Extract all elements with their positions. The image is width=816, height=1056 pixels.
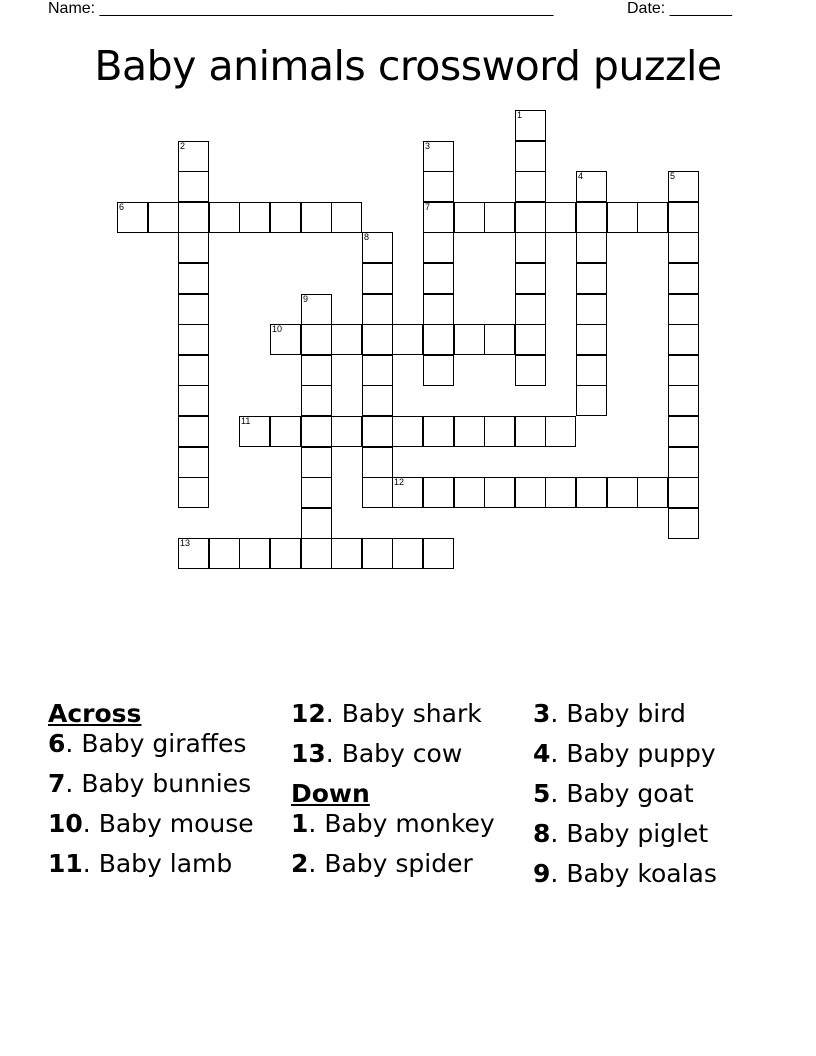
grid-cell[interactable] xyxy=(301,202,332,233)
grid-cell[interactable] xyxy=(515,110,546,141)
grid-cell[interactable] xyxy=(423,324,454,355)
grid-cell[interactable] xyxy=(270,538,301,569)
clue-text: Baby shark xyxy=(341,699,482,728)
clue-number: 13 xyxy=(291,739,326,768)
grid-cell[interactable] xyxy=(484,477,515,508)
clue-text: Baby spider xyxy=(324,849,473,878)
grid-cell[interactable] xyxy=(301,477,332,508)
clue-across-7: 7. Baby bunnies xyxy=(48,769,252,798)
grid-cell[interactable] xyxy=(148,202,179,233)
grid-cell[interactable] xyxy=(178,294,209,325)
cell-number: 12 xyxy=(394,477,405,487)
grid-cell[interactable] xyxy=(301,385,332,416)
grid-cell[interactable] xyxy=(270,416,301,447)
grid-cell[interactable] xyxy=(362,324,393,355)
grid-cell[interactable] xyxy=(637,202,668,233)
grid-cell[interactable] xyxy=(668,263,699,294)
cell-number: 10 xyxy=(272,324,283,334)
grid-cell[interactable] xyxy=(331,324,362,355)
grid-cell[interactable] xyxy=(178,171,209,202)
grid-cell[interactable] xyxy=(178,263,209,294)
grid-cell[interactable] xyxy=(545,477,576,508)
grid-cell[interactable] xyxy=(454,324,485,355)
cell-number: 8 xyxy=(364,232,370,242)
clue-down-1: 1. Baby monkey xyxy=(291,809,495,838)
grid-cell[interactable] xyxy=(637,477,668,508)
grid-cell[interactable] xyxy=(423,171,454,202)
grid-cell[interactable] xyxy=(454,416,485,447)
grid-cell[interactable] xyxy=(301,324,332,355)
grid-cell[interactable] xyxy=(515,202,546,233)
clue-text: Baby bird xyxy=(566,699,686,728)
clue-text: Baby monkey xyxy=(324,809,495,838)
grid-cell[interactable] xyxy=(270,324,301,355)
grid-cell[interactable] xyxy=(576,324,607,355)
clue-text: Baby lamb xyxy=(98,849,233,878)
grid-cell[interactable] xyxy=(178,141,209,172)
grid-cell[interactable] xyxy=(331,202,362,233)
grid-cell[interactable] xyxy=(178,232,209,263)
grid-cell[interactable] xyxy=(301,355,332,386)
grid-cell[interactable] xyxy=(607,477,638,508)
grid-cell[interactable] xyxy=(484,202,515,233)
grid-cell[interactable] xyxy=(331,538,362,569)
grid-cell[interactable] xyxy=(362,355,393,386)
grid-cell[interactable] xyxy=(423,477,454,508)
grid-cell[interactable] xyxy=(576,171,607,202)
cell-number: 11 xyxy=(241,416,251,426)
clue-text: Baby cow xyxy=(341,739,463,768)
clue-across-11: 11. Baby lamb xyxy=(48,849,233,878)
grid-cell[interactable] xyxy=(668,508,699,539)
grid-cell[interactable] xyxy=(209,538,240,569)
cell-number: 1 xyxy=(517,110,523,120)
grid-cell[interactable] xyxy=(392,416,423,447)
grid-cell[interactable] xyxy=(301,447,332,478)
clue-number: 9 xyxy=(533,859,551,888)
grid-cell[interactable] xyxy=(423,202,454,233)
grid-cell[interactable] xyxy=(454,477,485,508)
clue-number: 2 xyxy=(291,849,309,878)
clue-across-6: 6. Baby giraffes xyxy=(48,729,247,758)
grid-cell[interactable] xyxy=(178,416,209,447)
grid-cell[interactable] xyxy=(545,416,576,447)
grid-cell[interactable] xyxy=(515,263,546,294)
cell-number: 6 xyxy=(119,202,125,212)
grid-cell[interactable] xyxy=(454,202,485,233)
clue-column-3 xyxy=(533,700,773,900)
grid-cell[interactable] xyxy=(423,416,454,447)
grid-cell[interactable] xyxy=(239,416,270,447)
grid-cell[interactable] xyxy=(668,232,699,263)
grid-cell[interactable] xyxy=(668,477,699,508)
grid-cell[interactable] xyxy=(515,324,546,355)
clue-text: Baby mouse xyxy=(98,809,254,838)
clue-number: 11 xyxy=(48,849,83,878)
grid-cell[interactable] xyxy=(362,263,393,294)
down-heading: Down xyxy=(291,779,370,808)
cell-number: 9 xyxy=(303,294,309,304)
grid-cell[interactable] xyxy=(576,477,607,508)
grid-cell[interactable] xyxy=(178,324,209,355)
clue-number: 7 xyxy=(48,769,66,798)
grid-cell[interactable] xyxy=(362,477,393,508)
clue-text: Baby piglet xyxy=(566,819,709,848)
clue-column-1 xyxy=(48,700,273,890)
clue-number: 4 xyxy=(533,739,551,768)
clue-number: 1 xyxy=(291,809,309,838)
clue-text: Baby koalas xyxy=(566,859,717,888)
grid-cell[interactable] xyxy=(576,232,607,263)
clue-column-2 xyxy=(291,700,521,890)
grid-cell[interactable] xyxy=(239,538,270,569)
grid-cell[interactable] xyxy=(545,202,576,233)
name-field-label: Name: ___________________________________________________ xyxy=(48,0,554,17)
cell-number: 4 xyxy=(578,171,584,181)
grid-cell[interactable] xyxy=(484,324,515,355)
grid-cell[interactable] xyxy=(607,202,638,233)
clue-down-8: 8. Baby piglet xyxy=(533,819,709,848)
grid-cell[interactable] xyxy=(423,355,454,386)
grid-cell[interactable] xyxy=(178,447,209,478)
page-title: Baby animals crossword puzzle xyxy=(94,42,722,90)
grid-cell[interactable] xyxy=(392,324,423,355)
grid-cell[interactable] xyxy=(668,171,699,202)
clue-down-4: 4. Baby puppy xyxy=(533,739,716,768)
grid-cell[interactable] xyxy=(668,202,699,233)
grid-cell[interactable] xyxy=(668,355,699,386)
grid-cell[interactable] xyxy=(301,416,332,447)
clue-number: 6 xyxy=(48,729,66,758)
grid-cell[interactable] xyxy=(668,447,699,478)
grid-cell[interactable] xyxy=(576,355,607,386)
grid-cell[interactable] xyxy=(423,141,454,172)
clue-text: Baby puppy xyxy=(566,739,716,768)
clue-number: 3 xyxy=(533,699,551,728)
grid-cell[interactable] xyxy=(178,477,209,508)
grid-cell[interactable] xyxy=(423,232,454,263)
grid-cell[interactable] xyxy=(423,263,454,294)
grid-cell[interactable] xyxy=(515,294,546,325)
grid-cell[interactable] xyxy=(576,263,607,294)
grid-cell[interactable] xyxy=(576,294,607,325)
grid-cell[interactable] xyxy=(576,385,607,416)
cell-number: 3 xyxy=(425,141,431,151)
grid-cell[interactable] xyxy=(301,538,332,569)
grid-cell[interactable] xyxy=(362,294,393,325)
grid-cell[interactable] xyxy=(178,385,209,416)
grid-cell[interactable] xyxy=(515,416,546,447)
grid-cell[interactable] xyxy=(301,508,332,539)
grid-cell[interactable] xyxy=(362,447,393,478)
grid-cell[interactable] xyxy=(484,416,515,447)
cell-number: 13 xyxy=(180,538,191,548)
grid-cell[interactable] xyxy=(331,416,362,447)
clue-text: Baby goat xyxy=(566,779,694,808)
clue-down-5: 5. Baby goat xyxy=(533,779,694,808)
clue-text: Baby bunnies xyxy=(81,769,252,798)
grid-cell[interactable] xyxy=(362,232,393,263)
clue-number: 8 xyxy=(533,819,551,848)
clue-number: 12 xyxy=(291,699,326,728)
cell-number: 2 xyxy=(180,141,186,151)
grid-cell[interactable] xyxy=(515,477,546,508)
clue-across-13: 13. Baby cow xyxy=(291,739,463,768)
clue-across-10: 10. Baby mouse xyxy=(48,809,254,838)
clue-down-9: 9. Baby koalas xyxy=(533,859,717,888)
grid-cell[interactable] xyxy=(362,385,393,416)
clue-down-2: 2. Baby spider xyxy=(291,849,473,878)
clue-text: Baby giraffes xyxy=(81,729,247,758)
grid-cell[interactable] xyxy=(576,202,607,233)
grid-cell[interactable] xyxy=(515,355,546,386)
cell-number: 7 xyxy=(425,202,431,212)
grid-cell[interactable] xyxy=(392,477,423,508)
grid-cell[interactable] xyxy=(515,141,546,172)
grid-cell[interactable] xyxy=(423,538,454,569)
grid-cell[interactable] xyxy=(668,294,699,325)
grid-cell[interactable] xyxy=(239,202,270,233)
clue-number: 5 xyxy=(533,779,551,808)
grid-cell[interactable] xyxy=(668,385,699,416)
date-field-label: Date: _______ xyxy=(627,0,732,17)
clue-number: 10 xyxy=(48,809,83,838)
grid-cell[interactable] xyxy=(209,202,240,233)
clue-down-3: 3. Baby bird xyxy=(533,699,686,728)
grid-cell[interactable] xyxy=(178,202,209,233)
grid-cell[interactable] xyxy=(515,232,546,263)
across-heading: Across xyxy=(48,699,142,728)
grid-cell[interactable] xyxy=(178,538,209,569)
grid-cell[interactable] xyxy=(668,324,699,355)
grid-cell[interactable] xyxy=(362,538,393,569)
grid-cell[interactable] xyxy=(362,416,393,447)
grid-cell[interactable] xyxy=(515,171,546,202)
grid-cell[interactable] xyxy=(117,202,148,233)
cell-number: 5 xyxy=(670,171,676,181)
grid-cell[interactable] xyxy=(270,202,301,233)
grid-cell[interactable] xyxy=(301,294,332,325)
clue-across-12: 12. Baby shark xyxy=(291,699,482,728)
grid-cell[interactable] xyxy=(392,538,423,569)
grid-cell[interactable] xyxy=(423,294,454,325)
grid-cell[interactable] xyxy=(178,355,209,386)
grid-cell[interactable] xyxy=(668,416,699,447)
